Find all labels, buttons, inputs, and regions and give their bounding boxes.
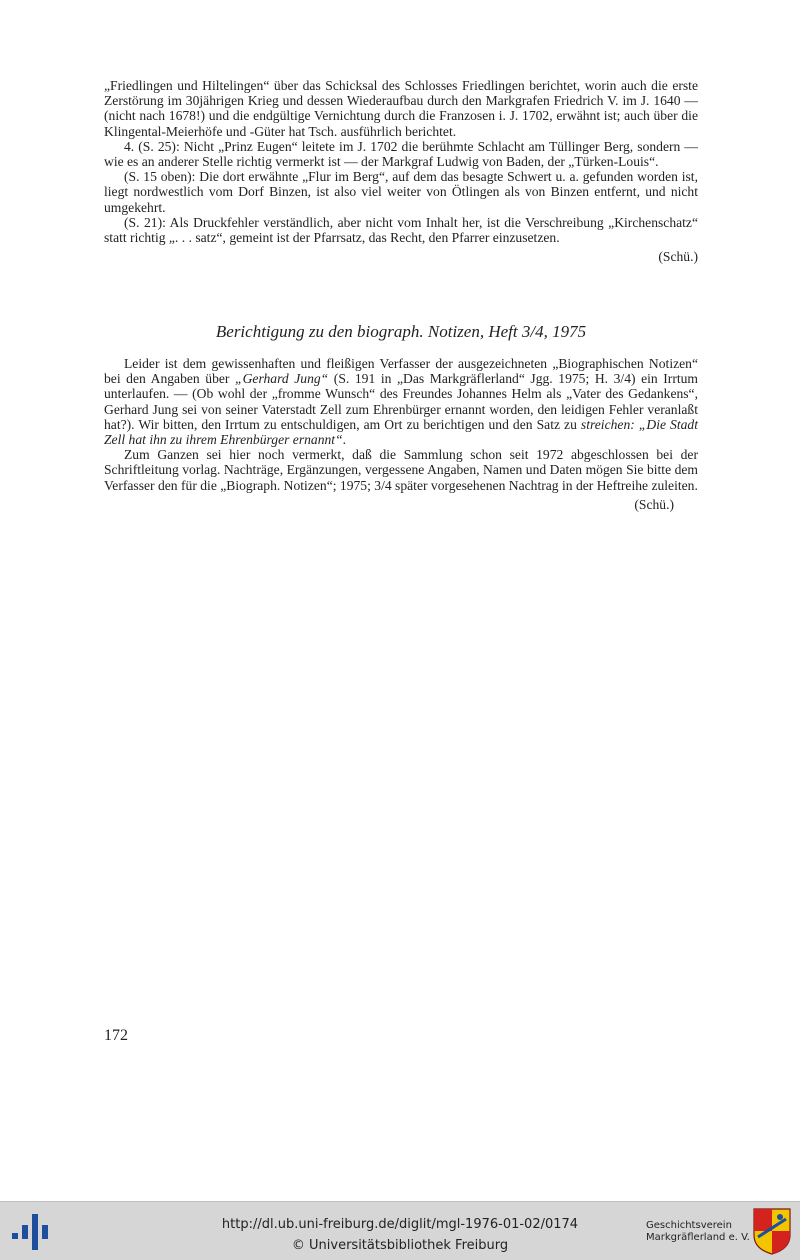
paragraph: (S. 15 oben): Die dort erwähnte „Flur im Berg“, auf dem das besagte Schwert u. a. gefunden worden ist, liegt nordwestlich vom Dorf Binzen, ist also viel weiter von Ötlingen als von Binzen entfernt, und nicht umgekehrt. xyxy=(104,169,698,215)
signature: (Schü.) xyxy=(634,496,674,512)
text-run: . xyxy=(342,432,347,448)
publisher-name xyxy=(646,1220,751,1244)
footer-center xyxy=(150,1214,650,1256)
page-number: 172 xyxy=(104,1027,128,1044)
article-continuation xyxy=(104,78,698,264)
text-run: Leider ist dem gewissenhaften und fleißigen Verfasser der ausgezeichneten „Biographischen Notizen“ bei den Angaben über xyxy=(104,356,698,387)
text-run: (S. 191 in „Das Markgräflerland“ Jgg. 1975; H. 3/4) ein Irrtum unterlaufen. — (Ob wohl der „fromme Wunsch“ des Freundes Johannes Helm als „Vater des Gedankens“, Gerhard Jung sei von seiner Vaterstadt Zell zum Ehrenbürger ernannt worden, den leidigen Fehler veranlaßt hat?). Wir bitten, den Irrtum zu entschuldigen, am Ort zu berichtigen und den Satz zu xyxy=(104,371,699,432)
signature: (Schü.) xyxy=(658,249,698,265)
paragraph: „Friedlingen und Hiltelingen“ über das Schicksal des Schlosses Friedlingen berichtet, worin auch die erste Zerstörung im 30jährigen Krieg und dessen Wiederaufbau durch den Markgrafen Friedrich V. im J. 1640 — (nicht nach 1678!) und die endgültige Vernichtung durch die Franzosen i. J. 1702, erwähnt ist; auch über die Klingental-Meierhöfe und -Güter hat Tsch. ausführlich berichtet. xyxy=(104,78,698,139)
paragraph: Zum Ganzen sei hier noch vermerkt, daß die Sammlung schon seit 1972 abgeschlossen bei der Schriftleitung vorlag. Nachträge, Ergänzungen, vergessene Angaben, Namen und Daten mögen Sie bitte dem Verfasser den für die „Biograph. Notizen“; 1975; 3/4 später vorgesehenen Nachtrag in der Heftreihe zuleiten. xyxy=(104,447,698,493)
copyright-notice: © Universitätsbibliothek Freiburg xyxy=(291,1238,509,1253)
org-line: Markgräflerland e. V. xyxy=(646,1232,750,1243)
paragraph xyxy=(104,356,698,447)
permalink[interactable]: http://dl.ub.uni-freiburg.de/diglit/mgl-1976-01-02/0174 xyxy=(221,1217,579,1232)
paragraph: 4. (S. 25): Nicht „Prinz Eugen“ leitete im J. 1702 die berühmte Schlacht am Tüllinger Berg, sondern — wie es an anderer Stelle richtig vermerkt ist — der Markgraf Ludwig von Baden, der „Türken-Louis“. xyxy=(104,138,698,170)
quote-emphasis: streichen: „Die Stadt Zell hat ihn zu ihrem Ehrenbürger ernannt“ xyxy=(104,416,698,448)
name-emphasis: „Gerhard Jung“ xyxy=(235,371,329,387)
section-heading: Berichtigung zu den biograph. Notizen, Heft 3/4, 1975 xyxy=(215,322,587,341)
org-line: Geschichtsverein xyxy=(646,1220,732,1231)
section-body xyxy=(104,356,698,512)
paragraph: (S. 21): Als Druckfehler verständlich, aber nicht vom Inhalt her, ist die Verschreibung „Kirchenschatz“ statt richtig „. . . satz“, gemeint ist der Pfarrsatz, das Recht, den Pfarrer einzusetzen. xyxy=(104,214,698,246)
coat-of-arms-icon xyxy=(752,1207,792,1255)
viewer-footer xyxy=(0,1201,800,1260)
ub-freiburg-logo-icon[interactable] xyxy=(10,1212,52,1252)
